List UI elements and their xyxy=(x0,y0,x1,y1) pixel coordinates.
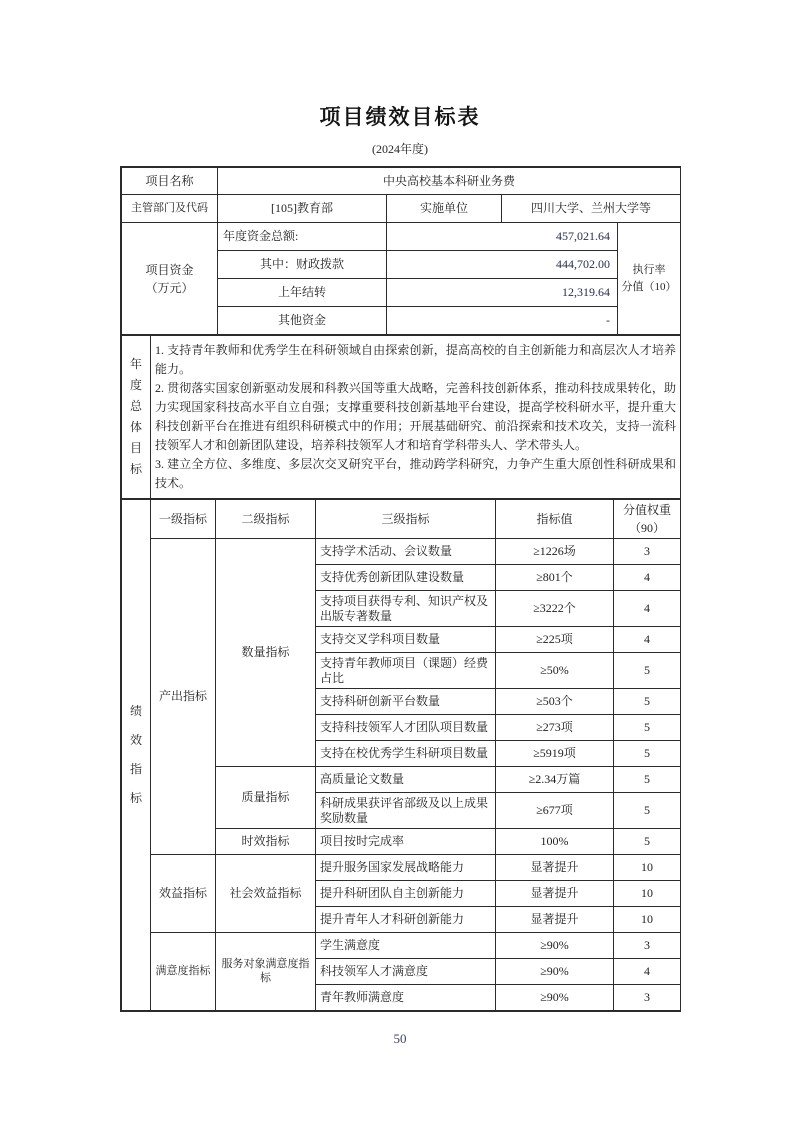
header-value: 指标值 xyxy=(496,500,614,539)
group-benefit-indicators: 效益指标 xyxy=(151,855,216,933)
indicator-row xyxy=(122,855,681,881)
indicator-name: 支持交叉学科项目数量 xyxy=(316,627,496,653)
group-timeliness-indicators: 时效指标 xyxy=(216,829,316,855)
indicator-value: ≥90% xyxy=(496,933,614,959)
indicator-value: ≥801个 xyxy=(496,565,614,591)
indicator-weight: 4 xyxy=(614,959,681,985)
funding-carryover-value: 12,319.64 xyxy=(387,279,618,307)
indicator-name: 学生满意度 xyxy=(316,933,496,959)
indicator-name: 支持项目获得专利、知识产权及出版专著数量 xyxy=(316,591,496,627)
funding-fiscal-label: 其中：财政拨款 xyxy=(218,251,387,279)
group-service-satisfaction-indicators: 服务对象满意度指标 xyxy=(216,933,316,1011)
funding-total-label: 年度资金总额: xyxy=(218,223,387,251)
indicator-value: ≥5919项 xyxy=(496,741,614,767)
project-name-value: 中央高校基本科研业务费 xyxy=(218,168,681,195)
annual-goal-text xyxy=(151,336,681,499)
group-quantity-indicators: 数量指标 xyxy=(216,539,316,767)
indicator-value: ≥273项 xyxy=(496,715,614,741)
goal-item-1: 1. 支持青年教师和优秀学生在科研领域自由探索创新，提高高校的自主创新能力和高层次人才培养能力。 xyxy=(155,343,676,376)
goal-item-3: 3. 建立全方位、多维度、多层次交叉研究平台，推动跨学科研究，力争产生重大原创性科研成果和技术。 xyxy=(155,457,676,490)
project-info-table xyxy=(121,167,681,335)
indicator-value: ≥2.34万篇 xyxy=(496,767,614,793)
indicator-name: 支持在校优秀学生科研项目数量 xyxy=(316,741,496,767)
indicator-weight: 10 xyxy=(614,907,681,933)
indicator-value: ≥677项 xyxy=(496,793,614,829)
indicator-value: 100% xyxy=(496,829,614,855)
indicator-row xyxy=(122,933,681,959)
indicator-name: 支持科技领军人才团队项目数量 xyxy=(316,715,496,741)
indicator-weight: 3 xyxy=(614,933,681,959)
indicator-name: 高质量论文数量 xyxy=(316,767,496,793)
indicator-weight: 3 xyxy=(614,539,681,565)
indicator-value: ≥1226场 xyxy=(496,539,614,565)
indicator-name: 支持科研创新平台数量 xyxy=(316,689,496,715)
indicator-weight: 10 xyxy=(614,881,681,907)
indicator-weight: 5 xyxy=(614,715,681,741)
indicator-name: 支持学术活动、会议数量 xyxy=(316,539,496,565)
indicator-name: 项目按时完成率 xyxy=(316,829,496,855)
indicator-weight: 4 xyxy=(614,591,681,627)
indicator-name: 提升科研团队自主创新能力 xyxy=(316,881,496,907)
indicators-header-row xyxy=(122,500,681,539)
indicator-value: 显著提升 xyxy=(496,855,614,881)
indicator-weight: 5 xyxy=(614,741,681,767)
project-name-label: 项目名称 xyxy=(122,168,218,195)
indicator-weight: 4 xyxy=(614,565,681,591)
project-name-row xyxy=(122,168,681,195)
implementing-unit-label: 实施单位 xyxy=(387,195,502,223)
performance-indicators-side-label: 绩效指标 xyxy=(122,500,151,1011)
annual-goal-row xyxy=(122,336,681,499)
indicator-value: ≥503个 xyxy=(496,689,614,715)
indicator-row xyxy=(122,539,681,565)
group-social-benefit-indicators: 社会效益指标 xyxy=(216,855,316,933)
indicator-weight: 4 xyxy=(614,627,681,653)
indicator-name: 科技领军人才满意度 xyxy=(316,959,496,985)
page-subtitle: (2024年度) xyxy=(372,142,428,156)
header-level3: 三级指标 xyxy=(316,500,496,539)
header-weight: 分值权重 （90） xyxy=(614,500,681,539)
department-label: 主管部门及代码 xyxy=(122,195,218,223)
indicator-weight: 3 xyxy=(614,985,681,1011)
indicator-value: ≥90% xyxy=(496,959,614,985)
goal-item-2: 2. 贯彻落实国家创新驱动发展和科教兴国等重大战略，完善科技创新体系，推动科技成果转化，助力实现国家科技高水平自立自强；支撑重要科技创新基地平台建设，提高学校科研水平，提升重大科技创新平台在推进有组织科研模式中的作用；开展基础研究、前沿探索和技术攻关，支持一流科技领军人才和创新团队建设，培养科技领军人才和培育学科带头人、学术带头人。 xyxy=(155,381,676,452)
indicator-weight: 5 xyxy=(614,653,681,689)
indicator-name: 支持青年教师项目（课题）经费占比 xyxy=(316,653,496,689)
page-title: 项目绩效目标表 xyxy=(319,106,481,129)
indicator-value: ≥225项 xyxy=(496,627,614,653)
indicator-weight: 10 xyxy=(614,855,681,881)
indicator-name: 提升青年人才科研创新能力 xyxy=(316,907,496,933)
indicators-table xyxy=(121,499,681,1011)
group-output-indicators: 产出指标 xyxy=(151,539,216,855)
funding-other-label: 其他资金 xyxy=(218,307,387,335)
indicator-weight: 5 xyxy=(614,689,681,715)
execution-rate-score-label: 执行率 分值（10） xyxy=(618,223,681,335)
performance-target-table xyxy=(120,166,681,1012)
funding-section-label: 项目资金 （万元） xyxy=(122,223,218,335)
funding-total-value: 457,021.64 xyxy=(387,223,618,251)
indicator-value: ≥3222个 xyxy=(496,591,614,627)
header-level1: 一级指标 xyxy=(151,500,216,539)
indicator-weight: 5 xyxy=(614,793,681,829)
indicator-value: 显著提升 xyxy=(496,907,614,933)
group-satisfaction-indicators: 满意度指标 xyxy=(151,933,216,1011)
funding-carryover-label: 上年结转 xyxy=(218,279,387,307)
header-level2: 二级指标 xyxy=(216,500,316,539)
indicator-name: 科研成果获评省部级及以上成果奖励数量 xyxy=(316,793,496,829)
funding-fiscal-value: 444,702.00 xyxy=(387,251,618,279)
indicator-value: ≥90% xyxy=(496,985,614,1011)
indicator-name: 青年教师满意度 xyxy=(316,985,496,1011)
funding-other-value: - xyxy=(387,307,618,335)
implementing-unit-value: 四川大学、兰州大学等 xyxy=(502,195,681,223)
indicator-value: ≥50% xyxy=(496,653,614,689)
annual-goal-table xyxy=(121,335,681,499)
department-value: [105]教育部 xyxy=(218,195,387,223)
indicator-weight: 5 xyxy=(614,829,681,855)
indicator-name: 支持优秀创新团队建设数量 xyxy=(316,565,496,591)
indicator-weight: 5 xyxy=(614,767,681,793)
funding-row-total xyxy=(122,223,681,251)
group-quality-indicators: 质量指标 xyxy=(216,767,316,829)
annual-goal-side-label: 年度总体目标 xyxy=(122,336,151,499)
page-number: 50 xyxy=(393,1031,407,1046)
department-row xyxy=(122,195,681,223)
indicator-name: 提升服务国家发展战略能力 xyxy=(316,855,496,881)
indicator-value: 显著提升 xyxy=(496,881,614,907)
